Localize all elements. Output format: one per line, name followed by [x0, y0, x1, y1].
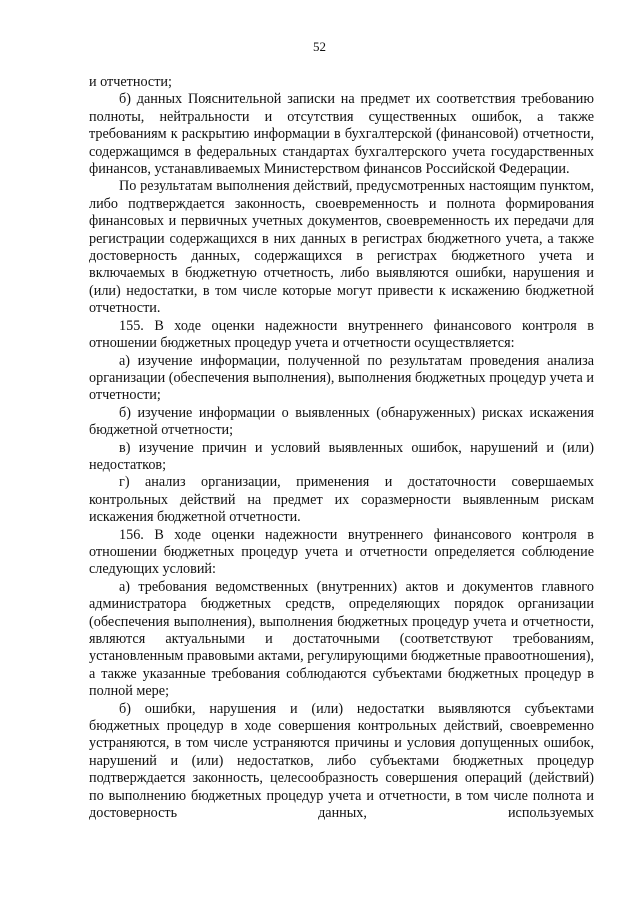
paragraph-2: б) данных Пояснительной записки на предмет их соответствия требованию полноты, нейтральности и отсутствия существенных ошибок, а также требованиям к раскрытию информации в бухгалтерской (финансовой) отчетности, содержащимся в федеральных стандартах бухгалтерского учета государственных финансов, устанавливаемых Министерством финансов Российской Федерации.	[89, 91, 594, 178]
paragraph-1: и отчетности;	[89, 74, 172, 90]
paragraph-5: а) изучение информации, полученной по результатам проведения анализа организации (обеспечения выполнения), выполнения бюджетных процедур учета и отчетности;	[89, 352, 594, 404]
paragraph-11: б) ошибки, нарушения и (или) недостатки выявляются субъектами бюджетных процедур в ходе совершения контрольных действий, своевременно устраняются, в том числе устраняются причины и условия допущенных ошибок, нарушений и (или) недостатков, либо субъектами бюджетных процедур подтверждается законность, целесообразность совершения операций (действий) по выполнению бюджетных процедур учета и отчетности, в том числе полнота и достоверность данных, используемых	[89, 700, 594, 822]
document-body	[89, 74, 594, 822]
page-number: 52	[313, 39, 326, 54]
paragraph-8: г) анализ организации, применения и достаточности совершаемых контрольных действий на предмет их соразмерности выявленным рискам искажения бюджетной отчетности.	[89, 474, 594, 526]
paragraph-10: а) требования ведомственных (внутренних) актов и документов главного администратора бюджетных средств, определяющих порядок организации (обеспечения выполнения), выполнения бюджетных процедур учета и отчетности, являются актуальными и достаточными (соответствуют требованиям, установленным правовыми актами, регулирующими бюджетные правоотношения), а также указанные требования соблюдаются субъектами бюджетных процедур в полной мере;	[89, 578, 594, 700]
paragraph-9: 156. В ходе оценки надежности внутреннего финансового контроля в отношении бюджетных процедур учета и отчетности определяется соблюдение следующих условий:	[89, 526, 594, 578]
paragraph-7: в) изучение причин и условий выявленных ошибок, нарушений и (или) недостатков;	[89, 439, 594, 473]
paragraph-3: По результатам выполнения действий, предусмотренных настоящим пунктом, либо подтверждается законность, своевременность и полнота формирования финансовых и первичных учетных документов, своевременность их передачи для регистрации содержащихся в них данных в регистрах бюджетного учета, а также достоверность данных, содержащихся в регистрах бюджетного учета и включаемых в бюджетную отчетность, либо выявляются ошибки, нарушения и (или) недостатки, в том числе которые могут привести к искажению бюджетной отчетности.	[89, 178, 594, 317]
paragraph-6: б) изучение информации о выявленных (обнаруженных) рисках искажения бюджетной отчетности;	[89, 404, 594, 439]
paragraph-4: 155. В ходе оценки надежности внутреннего финансового контроля в отношении бюджетных процедур учета и отчетности осуществляется:	[89, 317, 594, 352]
